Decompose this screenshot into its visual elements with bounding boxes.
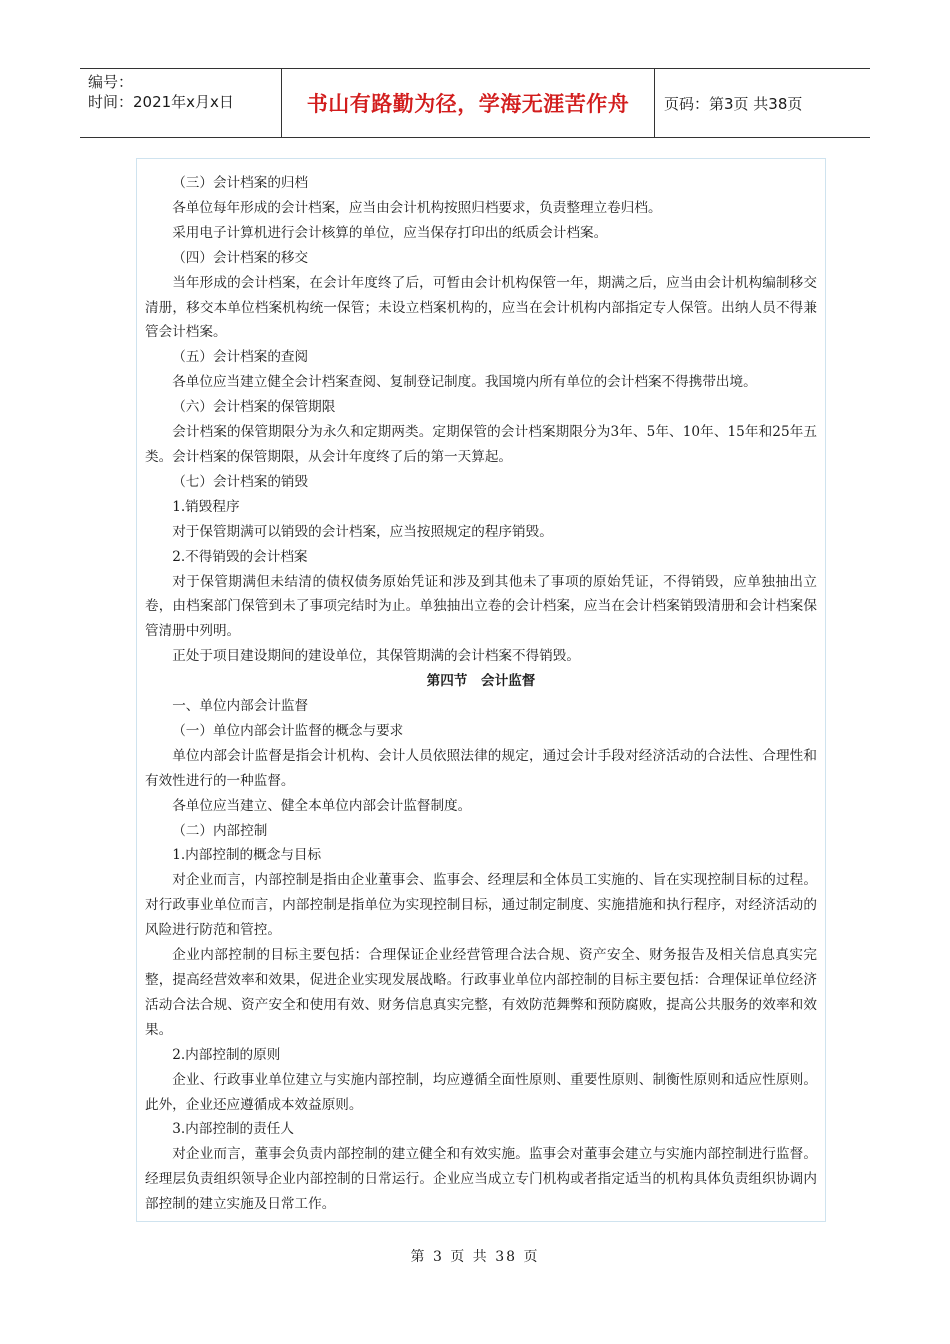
body-paragraph: 对于保管期满但未结清的债权债务原始凭证和涉及到其他未了事项的原始凭证，不得销毁，应单独抽出立卷，由档案部门保管到未了事项完结时为止。单独抽出立卷的会计档案，应当在会计档案销毁清册和会计档案保管清册中列明。: [145, 573, 817, 640]
body-paragraph: （四）会计档案的移交: [172, 249, 309, 266]
header-page-info: 页码：第3页 共38页: [664, 94, 803, 113]
page-header: [80, 68, 870, 138]
body-paragraph: （六）会计档案的保管期限: [172, 399, 336, 416]
body-paragraph: 企业、行政事业单位建立与实施内部控制，均应遵循全面性原则、重要性原则、制衡性原则和适应性原则。此外，企业还应遵循成本效益原则。: [145, 1071, 817, 1113]
body-paragraph: 各单位每年形成的会计档案，应当由会计机构按照归档要求，负责整理立卷归档。: [172, 199, 662, 216]
document-date: 时间：2021年x月x日: [88, 93, 234, 111]
header-motto-cell: [281, 69, 655, 137]
body-paragraph: 1.内部控制的概念与目标: [172, 847, 322, 864]
header-motto: 书山有路勤为径，学海无涯苦作舟: [306, 92, 630, 116]
body-paragraph: 企业内部控制的目标主要包括：合理保证企业经营管理合法合规、资产安全、财务报告及相关信息真实完整，提高经营效率和效果，促进企业实现发展战略。行政事业单位内部控制的目标主要包括：合理保证单位经济活动合法合规、资产安全和使用有效、财务信息真实完整，有效防范舞弊和预防腐败，提高公共服务的效率和效果。: [145, 947, 817, 1038]
section-title: 第四节 会计监督: [426, 673, 536, 690]
body-paragraph: 单位内部会计监督是指会计机构、会计人员依照法律的规定，通过会计手段对经济活动的合法性、合理性和有效性进行的一种监督。: [145, 747, 817, 789]
document-body: [136, 158, 826, 1222]
body-paragraph: 3.内部控制的责任人: [172, 1121, 294, 1138]
body-paragraph: 2.内部控制的原则: [172, 1046, 281, 1063]
header-meta: [80, 69, 280, 140]
header-page-info-cell: [654, 69, 870, 137]
body-paragraph: （七）会计档案的销毁: [172, 473, 309, 490]
page-footer: [0, 1246, 950, 1266]
body-paragraph: 当年形成的会计档案，在会计年度终了后，可暂由会计机构保管一年，期满之后，应当由会计机构编制移交清册，移交本单位档案机构统一保管；未设立档案机构的，应当在会计机构内部指定专人保管。出纳人员不得兼管会计档案。: [145, 274, 817, 341]
body-paragraph: 正处于项目建设期间的建设单位，其保管期满的会计档案不得销毁。: [172, 648, 580, 665]
body-paragraph: 1.销毁程序: [172, 498, 240, 515]
document-number-label: 编号：: [88, 73, 134, 91]
body-paragraph: （二）内部控制: [172, 822, 268, 839]
body-paragraph: 各单位应当建立健全会计档案查阅、复制登记制度。我国境内所有单位的会计档案不得携带出境。: [172, 374, 757, 391]
body-paragraph: 对企业而言，内部控制是指由企业董事会、监事会、经理层和全体员工实施的、旨在实现控制目标的过程。对行政事业单位而言，内部控制是指单位为实现控制目标，通过制定制度、实施措施和执行程序，对经济活动的风险进行防范和管控。: [145, 872, 817, 939]
footer-page-number: 第 3 页 共 38 页: [410, 1249, 540, 1265]
body-paragraph: 一、单位内部会计监督: [172, 698, 309, 715]
body-paragraph: 对于保管期满可以销毁的会计档案，应当按照规定的程序销毁。: [172, 523, 553, 540]
body-paragraph: 2.不得销毁的会计档案: [172, 548, 308, 565]
body-paragraph: 各单位应当建立、健全本单位内部会计监督制度。: [172, 797, 472, 814]
body-paragraph: （五）会计档案的查阅: [172, 349, 309, 366]
body-paragraph: 会计档案的保管期限分为永久和定期两类。定期保管的会计档案期限分为3年、5年、10年、15年和25年五类。会计档案的保管期限，从会计年度终了后的第一天算起。: [145, 424, 817, 465]
body-paragraph: 对企业而言，董事会负责内部控制的建立健全和有效实施。监事会对董事会建立与实施内部控制进行监督。经理层负责组织领导企业内部控制的日常运行。企业应当成立专门机构或者指定适当的机构具体负责组织协调内部控制的建立实施及日常工作。: [145, 1146, 817, 1213]
body-paragraph: （三）会计档案的归档: [172, 175, 309, 191]
body-paragraph: 采用电子计算机进行会计核算的单位，应当保存打印出的纸质会计档案。: [172, 224, 608, 241]
body-paragraph: （一）单位内部会计监督的概念与要求: [172, 722, 404, 739]
